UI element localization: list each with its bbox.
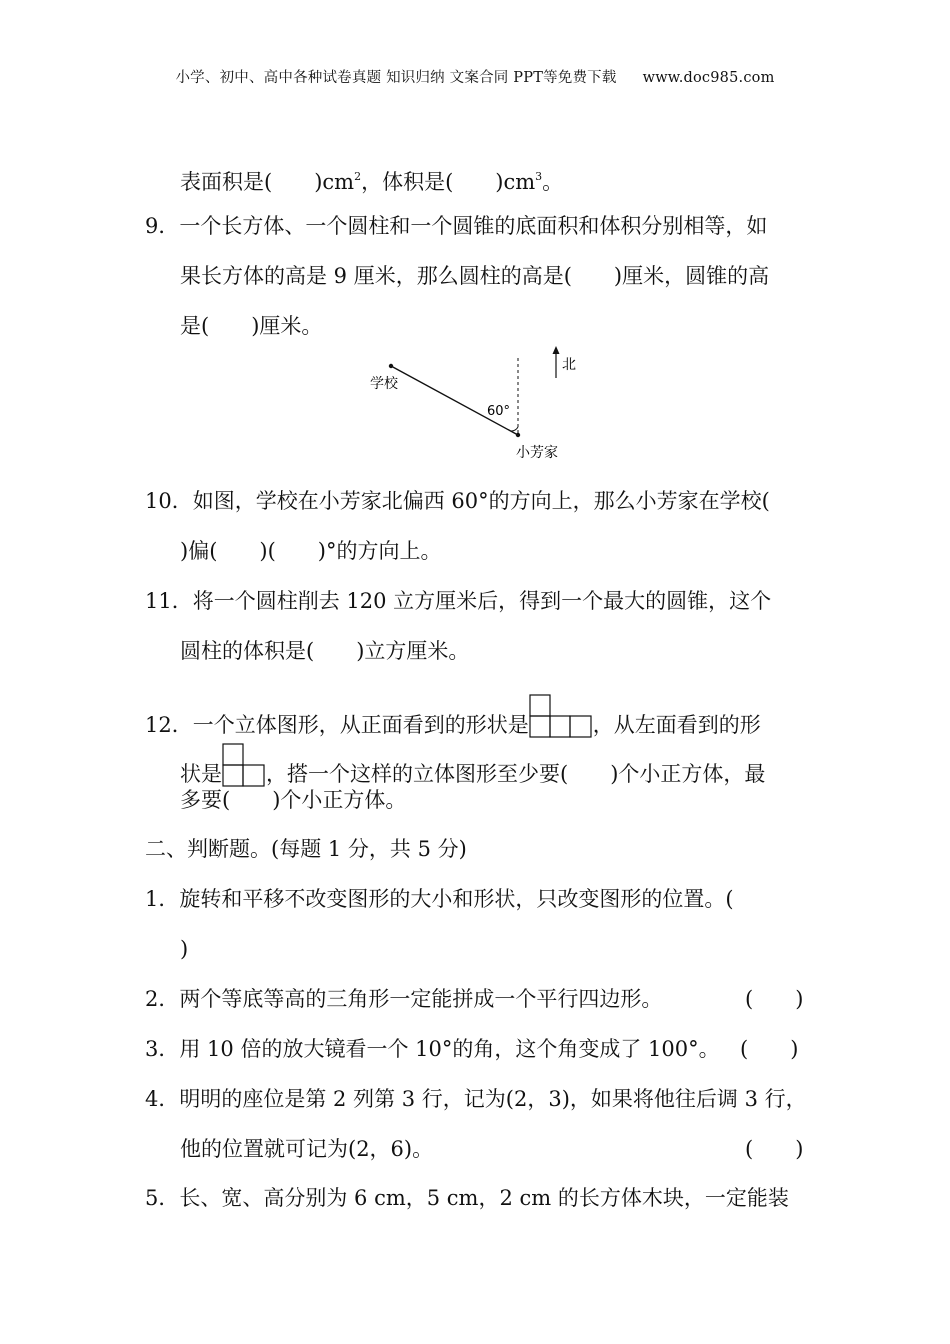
judge2-number: 2．	[145, 987, 180, 1011]
q11-line2: 圆柱的体积是( )立方厘米。	[180, 639, 470, 663]
header-site: www.doc985.com	[642, 70, 775, 86]
q8-part5: 。	[542, 170, 564, 194]
judge2-text: 两个等底等高的三角形一定能拼成一个平行四边形。	[179, 987, 663, 1011]
angle-arc	[511, 427, 518, 431]
judge1-text1: 旋转和平移不改变图形的大小和形状，只改变图形的位置。(	[179, 887, 734, 911]
judge1-line2: )	[180, 937, 189, 961]
north-arrowhead-icon	[553, 346, 560, 354]
front-view-shape	[529, 694, 593, 738]
q8-part2: )cm	[314, 170, 355, 194]
q10-line1	[145, 486, 770, 516]
judge4-line2: 他的位置就可记为(2，6)。	[180, 1137, 434, 1161]
q8-part3: ，体积是(	[361, 170, 454, 194]
page-header	[0, 66, 950, 87]
header-text: 小学、初中、高中各种试卷真题 知识归纳 文案合同 PPT等免费下载	[175, 70, 617, 86]
q11-number: 11．	[145, 589, 193, 613]
q12-line3: 多要( )个小正方体。	[180, 788, 407, 812]
q10-text1: 如图，学校在小芳家北偏西 60°的方向上，那么小芳家在学校(	[192, 489, 770, 513]
judge3-text: 用 10 倍的放大镜看一个 10°的角，这个角变成了 100°。	[179, 1037, 720, 1061]
q12-line2	[180, 743, 765, 789]
judge1-line1	[145, 884, 734, 914]
left-view-shape	[222, 743, 266, 787]
q9-line2: 果长方体的高是 9 厘米，那么圆柱的高是( )厘米，圆锥的高	[180, 264, 770, 288]
angle-label: 60°	[487, 404, 511, 419]
judge4-line1	[145, 1084, 807, 1114]
q8-sup1: 2	[354, 170, 362, 183]
direction-figure	[360, 340, 600, 470]
q10-number: 10．	[145, 489, 193, 513]
school-label: 学校	[370, 376, 398, 392]
section2-title: 二、判断题。(每题 1 分，共 5 分)	[145, 837, 467, 861]
judge1-number: 1．	[145, 887, 180, 911]
q12-line1	[145, 694, 761, 740]
school-home-line	[391, 366, 518, 435]
judge4-number: 4．	[145, 1087, 180, 1111]
home-label: 小芳家	[516, 445, 558, 461]
q9-text1: 一个长方体、一个圆柱和一个圆锥的底面积和体积分别相等，如	[179, 214, 768, 238]
judge5-number: 5．	[145, 1186, 180, 1210]
judge4-text1: 明明的座位是第 2 列第 3 行，记为(2，3)，如果将他往后调 3 行，	[179, 1087, 807, 1111]
q9-line3: 是( )厘米。	[180, 314, 323, 338]
school-point	[389, 364, 393, 368]
north-label: 北	[562, 357, 576, 373]
judge4-paren: ( )	[745, 1137, 804, 1161]
q12-number: 12．	[145, 713, 193, 737]
q10-line2: )偏( )( )°的方向上。	[180, 539, 442, 563]
q12-text1a: 一个立体图形，从正面看到的形状是	[192, 713, 529, 737]
q9-line1	[145, 211, 767, 241]
judge3-line	[145, 1034, 720, 1064]
judge3-paren: ( )	[740, 1037, 799, 1061]
judge5-text1: 长、宽、高分别为 6 cm，5 cm，2 cm 的长方体木块，一定能装	[179, 1186, 789, 1210]
q12-text2a: 状是	[180, 762, 222, 786]
q12-text2b: ，搭一个这样的立体图形至少要( )个小正方体，最	[266, 762, 766, 786]
judge2-paren: ( )	[745, 987, 804, 1011]
q8-part4: )cm	[495, 170, 536, 194]
q8-sup2: 3	[535, 170, 543, 183]
q11-text1: 将一个圆柱削去 120 立方厘米后，得到一个最大的圆锥，这个	[192, 589, 772, 613]
judge5-line1	[145, 1183, 789, 1213]
q8-part1: 表面积是(	[180, 170, 273, 194]
q11-line1	[145, 586, 771, 616]
q9-number: 9．	[145, 214, 180, 238]
judge2-line	[145, 984, 662, 1014]
judge3-number: 3．	[145, 1037, 180, 1061]
q12-text1b: ，从左面看到的形	[592, 713, 761, 737]
q8-line	[180, 162, 563, 197]
